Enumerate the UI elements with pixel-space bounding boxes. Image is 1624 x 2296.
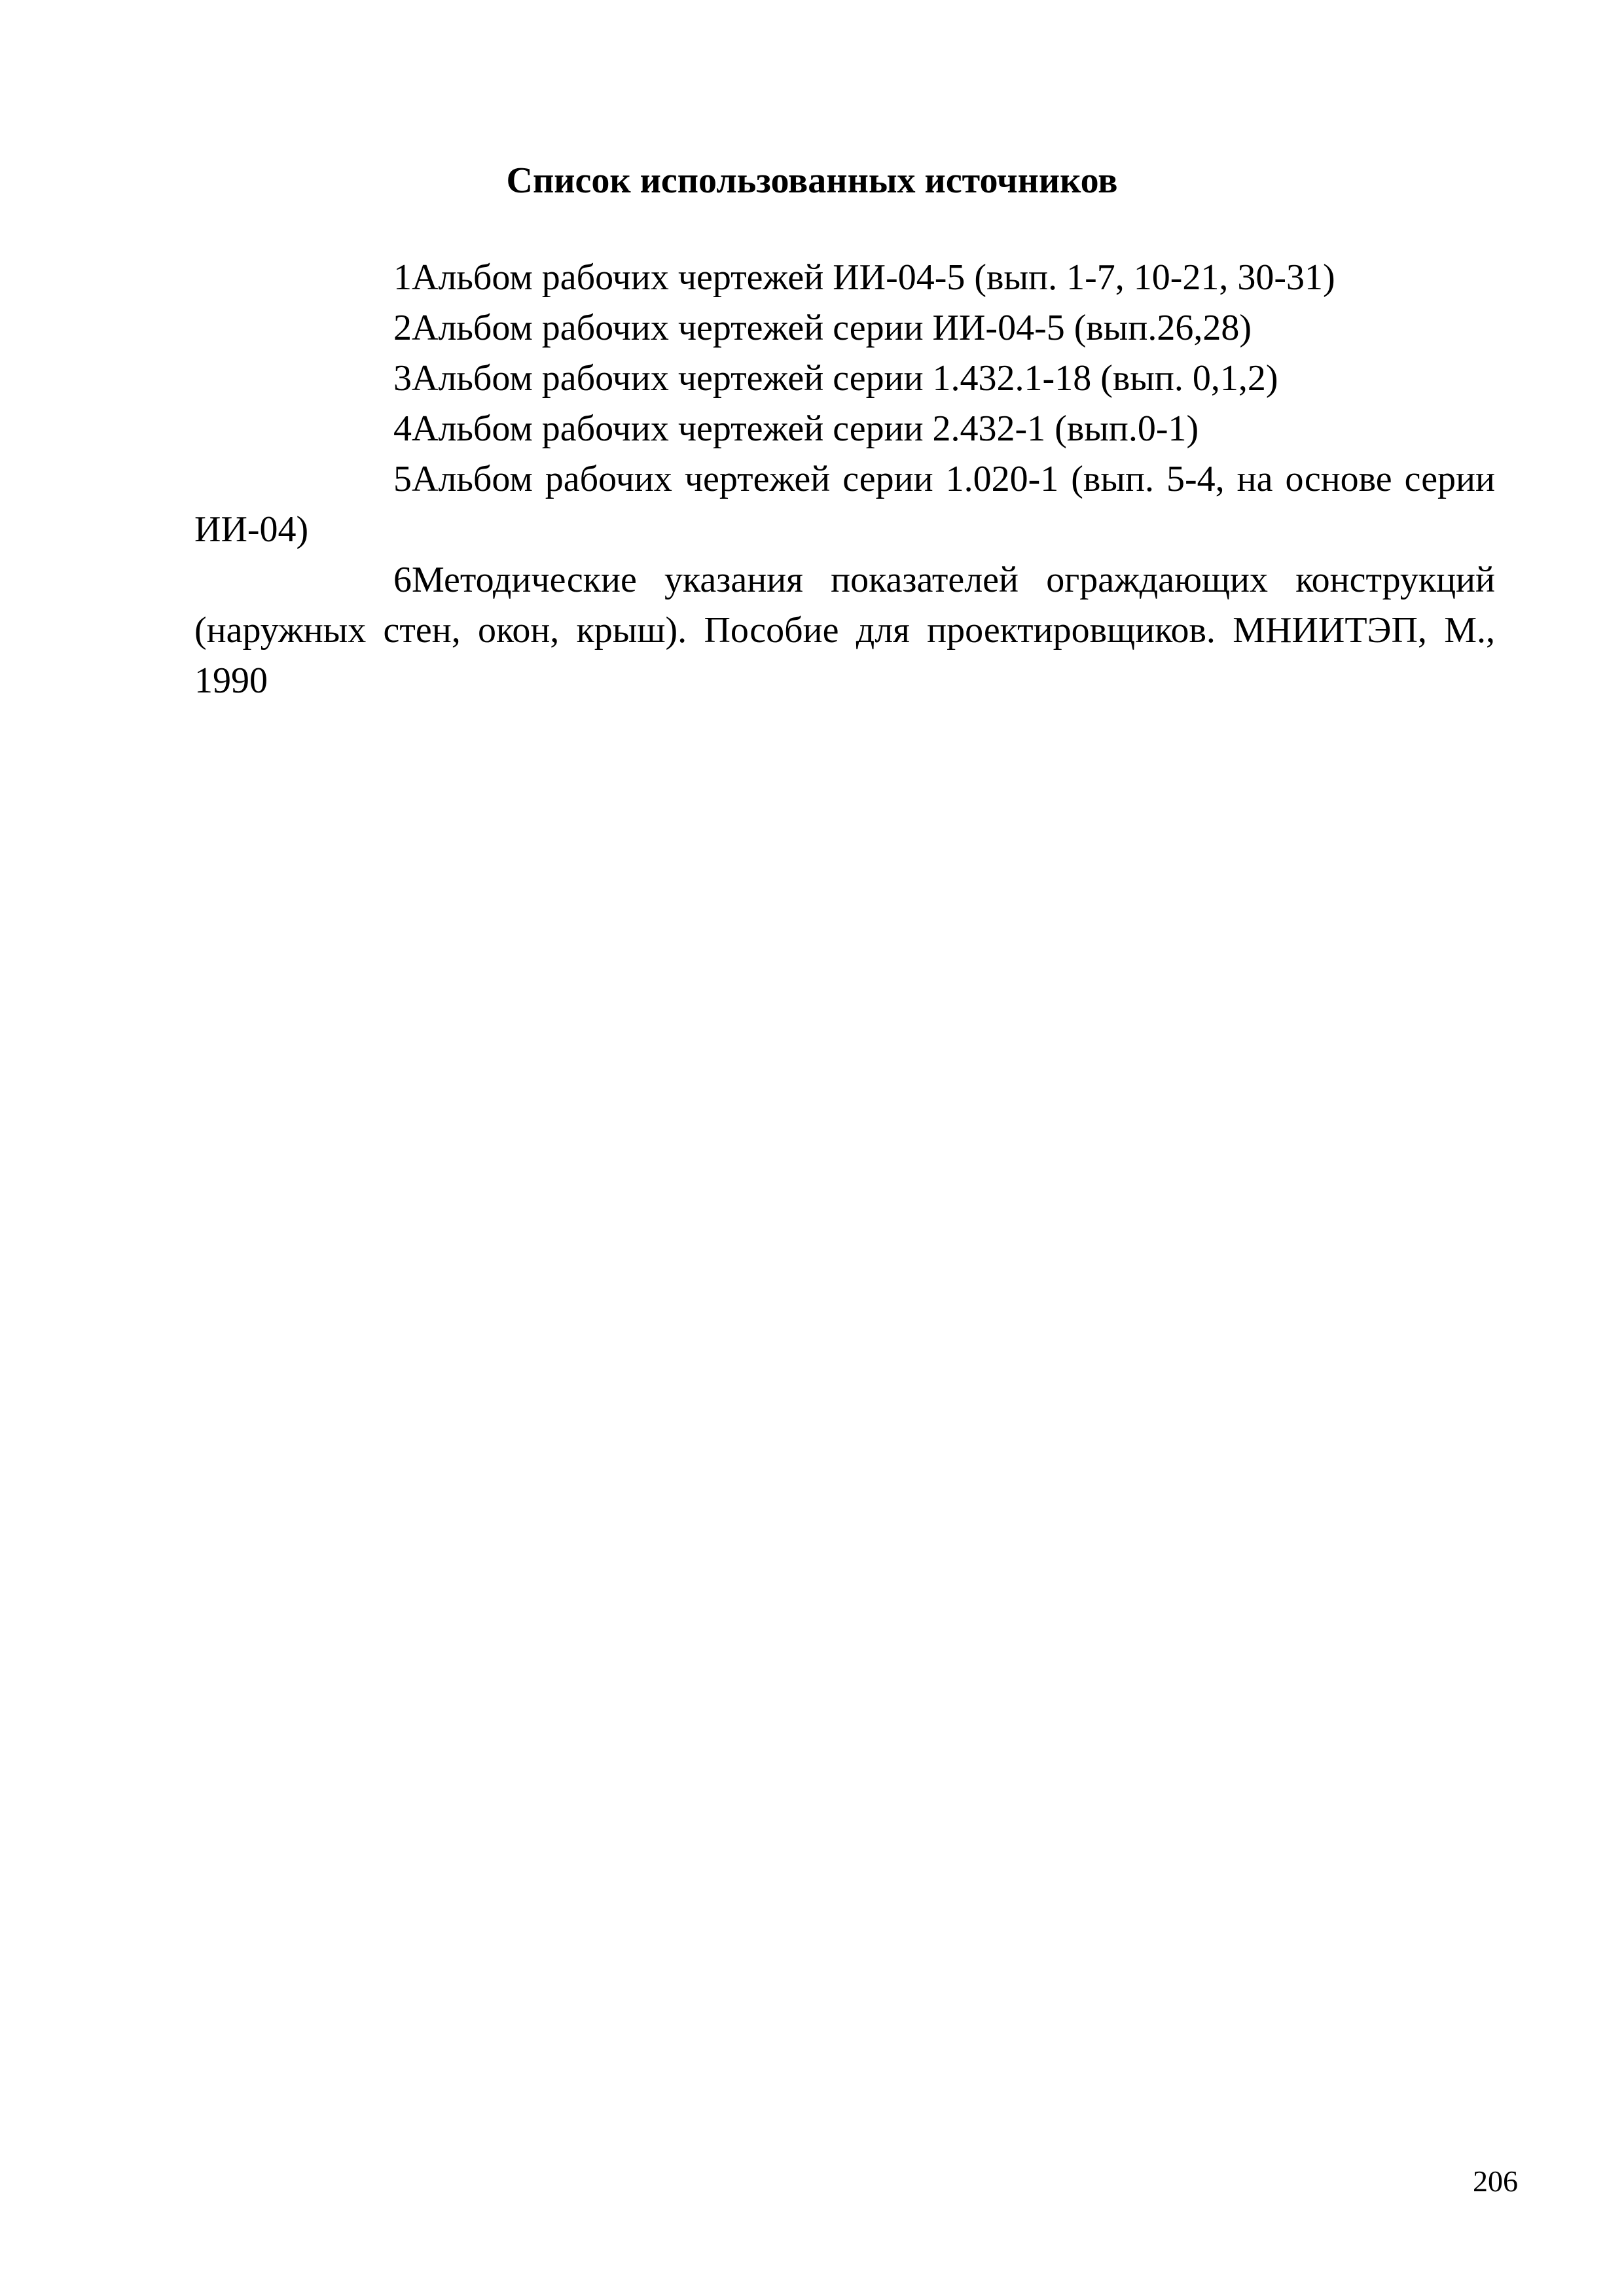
reference-number: 3 (393, 358, 412, 399)
reference-text: Альбом рабочих чертежей серии ИИ-04-5 (вып.26,28) (412, 308, 1252, 348)
reference-number: 1 (393, 257, 412, 298)
reference-item (194, 555, 1495, 706)
reference-number: 2 (393, 308, 412, 348)
reference-item (194, 353, 1495, 404)
reference-item (194, 454, 1495, 555)
reference-text: Альбом рабочих чертежей серии 2.432-1 (вып.0-1) (412, 408, 1199, 449)
reference-item (194, 253, 1495, 303)
page-number: 206 (1473, 2164, 1518, 2198)
reference-list (194, 253, 1495, 706)
reference-number: 4 (393, 408, 412, 449)
reference-text: Методические указания показателей ограждающих конструкций (наружных стен, окон, крыш). Пособие для проектировщиков. МНИИТЭП, М., 1990 (194, 560, 1495, 701)
reference-text: Альбом рабочих чертежей ИИ-04-5 (вып. 1-7, 10-21, 30-31) (412, 257, 1335, 298)
reference-number: 6 (393, 560, 412, 600)
reference-item (194, 404, 1495, 454)
page-title: Список использованных источников (506, 160, 1118, 201)
reference-text: Альбом рабочих чертежей серии 1.432.1-18 (вып. 0,1,2) (412, 358, 1278, 399)
reference-item (194, 303, 1495, 353)
reference-text: Альбом рабочих чертежей серии 1.020-1 (вып. 5-4, на основе серии ИИ-04) (194, 459, 1495, 550)
reference-number: 5 (393, 459, 412, 499)
